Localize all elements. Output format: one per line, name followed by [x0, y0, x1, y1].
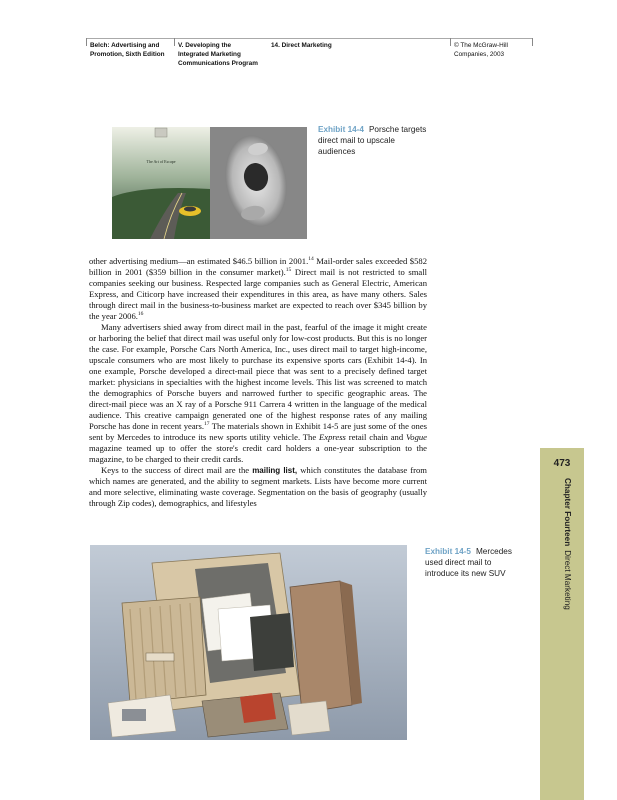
- exhibit-14-5-text: Mercedes used direct mail to introduce its new SUV: [425, 547, 512, 578]
- key-term: mailing list,: [252, 466, 298, 475]
- page-number: 473: [553, 458, 571, 469]
- porsche-brochure-image: [112, 127, 307, 239]
- body-paragraph: other advertising medium—an estimated $46.5 billion in 2001.14 Mail-order sales exceeded $582 billion in 2001 ($359 billion in the consumer market).$^{15}$ Direct mail is not restricted to small companies seeking our business. Respected large companies such as General Electric, American Express, and Citicorp have increased their expenditures in this area, as have many others. Sales through direct mail in the business-to-business market are expected to reach over $345 billion by the year 2006.16: [89, 256, 427, 321]
- header-copyright: © The McGraw-Hill Companies, 2003: [454, 42, 508, 58]
- exhibit-14-4-label: Exhibit 14-4: [318, 125, 364, 134]
- chapter-running-title: [563, 478, 572, 610]
- chapter-title: Direct Marketing: [563, 550, 572, 610]
- chapter-side-tab: [540, 448, 584, 800]
- brochure-title-text: The Art of Escape: [146, 159, 176, 164]
- body-text: [89, 256, 427, 509]
- header-divider: [450, 38, 451, 46]
- exhibit-14-5-caption: [425, 546, 525, 579]
- body-paragraph: Keys to the success of direct mail are the mailing list, which constitutes the database from which names are generated, and the ability to segment markets. Lists have become more current and more selective, eliminating waste coverage. Segmentation on the basis of geography (usually through Zip codes), demographics, and lifestyles: [89, 465, 427, 508]
- mercedes-mailer-image: [90, 545, 407, 740]
- header-divider: [532, 38, 533, 46]
- header-chapter-title: 14. Direct Marketing: [271, 42, 332, 49]
- header-divider: [174, 38, 175, 46]
- exhibit-14-4-text: Porsche targets direct mail to upscale audiences: [318, 125, 427, 156]
- chapter-number: Chapter Fourteen: [563, 478, 572, 547]
- header-rule: [86, 38, 533, 39]
- body-paragraph: Many advertisers shied away from direct mail in the past, fearful of the image it might create or harboring the belief that direct mail was useful only for low-cost products. But this is no longer the case. For example, Porsche Cars North America, Inc., uses direct mail to target high-income, upscale consumers who are most likely to purchase its expensive sports cars (Exhibit 14-4). In one example, Porsche developed a direct-mail piece that was sent to a precisely defined target market: physicians in specialties with the highest income levels. This list was screened to match the demographics of Porsche buyers and narrowed further to specific geographic areas. The direct-mail piece was an X ray of a Porsche 911 Carrera 4 written in the language of the medical audience. This creative campaign generated one of the highest response rates of any mailing Porsche has done in recent years.$^{17}$ The materials shown in Exhibit 14-5 are just some of the ones sent by Mercedes to introduce its new sports utility vehicle. The Express retail chain and Vogue magazine teamed up to offer the store's credit card holders a one-year subscription to the magazine, to be charged to their credit cards.: [89, 322, 427, 464]
- header-book-title: Belch: Advertising and Promotion, Sixth Edition: [90, 42, 165, 58]
- exhibit-14-4-caption: [318, 124, 428, 157]
- running-header: [86, 38, 533, 72]
- exhibit-14-5-label: Exhibit 14-5: [425, 547, 471, 556]
- header-part-title: V. Developing the Integrated Marketing Communications Program: [178, 42, 258, 67]
- header-divider: [86, 38, 87, 46]
